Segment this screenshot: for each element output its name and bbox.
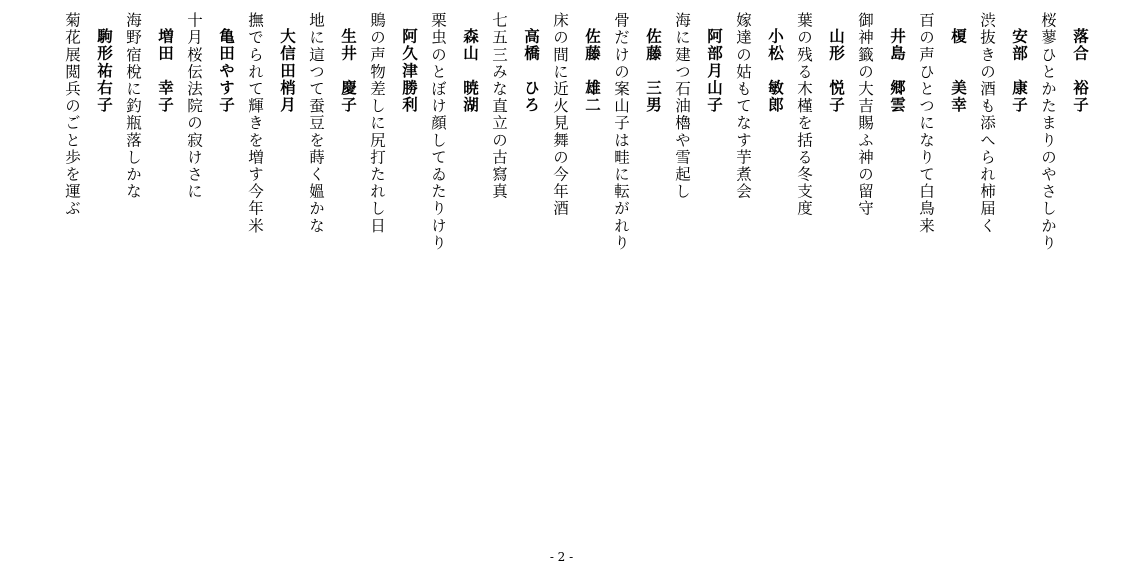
haiku-entry: [61, 12, 115, 217]
haiku-entry: [488, 12, 542, 200]
author-name: 亀田やす子: [217, 28, 236, 114]
page-number: - 2 -: [549, 550, 574, 564]
author-name: 小松 敏郎: [766, 28, 785, 114]
haiku-text: 海に建つ石油櫓や雪起し: [673, 12, 691, 201]
haiku-text: 渋抜きの酒も添へられ柿届く: [978, 12, 996, 235]
haiku-text: 嫁達の姑もてなす芋煮会: [734, 12, 752, 201]
haiku-entry: [854, 12, 908, 217]
haiku-entry: [671, 12, 725, 200]
haiku-entry: [549, 12, 603, 217]
haiku-entry: [976, 12, 1030, 234]
author-name: 阿部月山子: [705, 28, 724, 114]
haiku-text: 御神籤の大吉賜ふ神の留守: [856, 12, 874, 218]
haiku-text: 十月桜伝法院の寂けさに: [185, 12, 203, 201]
haiku-entry: [366, 12, 420, 234]
haiku-entry: [244, 12, 298, 234]
author-name: 山形 悦子: [827, 28, 846, 114]
author-name: 榎 美幸: [949, 28, 968, 114]
haiku-columns: [54, 12, 1091, 512]
author-name: 大信田梢月: [278, 28, 297, 114]
haiku-entry: [1037, 12, 1091, 251]
haiku-text: 地に這つて蚕豆を蒔く媼かな: [307, 12, 325, 235]
haiku-text: 撫でられて輝きを増す今年米: [246, 12, 264, 235]
haiku-entry: [183, 12, 237, 200]
haiku-entry: [610, 12, 664, 251]
haiku-text: 骨だけの案山子は畦に転がれり: [612, 12, 630, 252]
haiku-text: 鵙の声物差しに尻打たれし日: [368, 12, 386, 235]
haiku-entry: [122, 12, 176, 200]
haiku-text: 床の間に近火見舞の今年酒: [551, 12, 569, 218]
author-name: 生井 慶子: [339, 28, 358, 114]
author-name: 増田 幸子: [156, 28, 175, 114]
haiku-entry: [305, 12, 359, 234]
author-name: 高橋 ひろ: [522, 28, 541, 114]
haiku-text: 七五三みな直立の古寫真: [490, 12, 508, 201]
author-name: 阿久津勝利: [400, 28, 419, 114]
haiku-entry: [915, 12, 969, 234]
haiku-text: 栗虫のとぼけ顔してゐたりけり: [429, 12, 447, 252]
author-name: 森山 暁湖: [461, 28, 480, 114]
haiku-text: 菊花展閲兵のごと歩を運ぶ: [63, 12, 81, 218]
haiku-entry: [793, 12, 847, 217]
author-name: 落合 裕子: [1071, 28, 1090, 114]
haiku-text: 百の声ひとつになりて白鳥来: [917, 12, 935, 235]
haiku-text: 葉の残る木槿を括る冬支度: [795, 12, 813, 218]
haiku-entry: [427, 12, 481, 251]
author-name: 佐藤 三男: [644, 28, 663, 114]
author-name: 安部 康子: [1010, 28, 1029, 114]
haiku-entry: [732, 12, 786, 200]
author-name: 駒形祐右子: [95, 28, 114, 114]
haiku-text: 海野宿梲に釣瓶落しかな: [124, 12, 142, 201]
haiku-text: 桜蓼ひとかたまりのやさしかり: [1039, 12, 1057, 252]
author-name: 井島 郷雲: [888, 28, 907, 114]
author-name: 佐藤 雄二: [583, 28, 602, 114]
